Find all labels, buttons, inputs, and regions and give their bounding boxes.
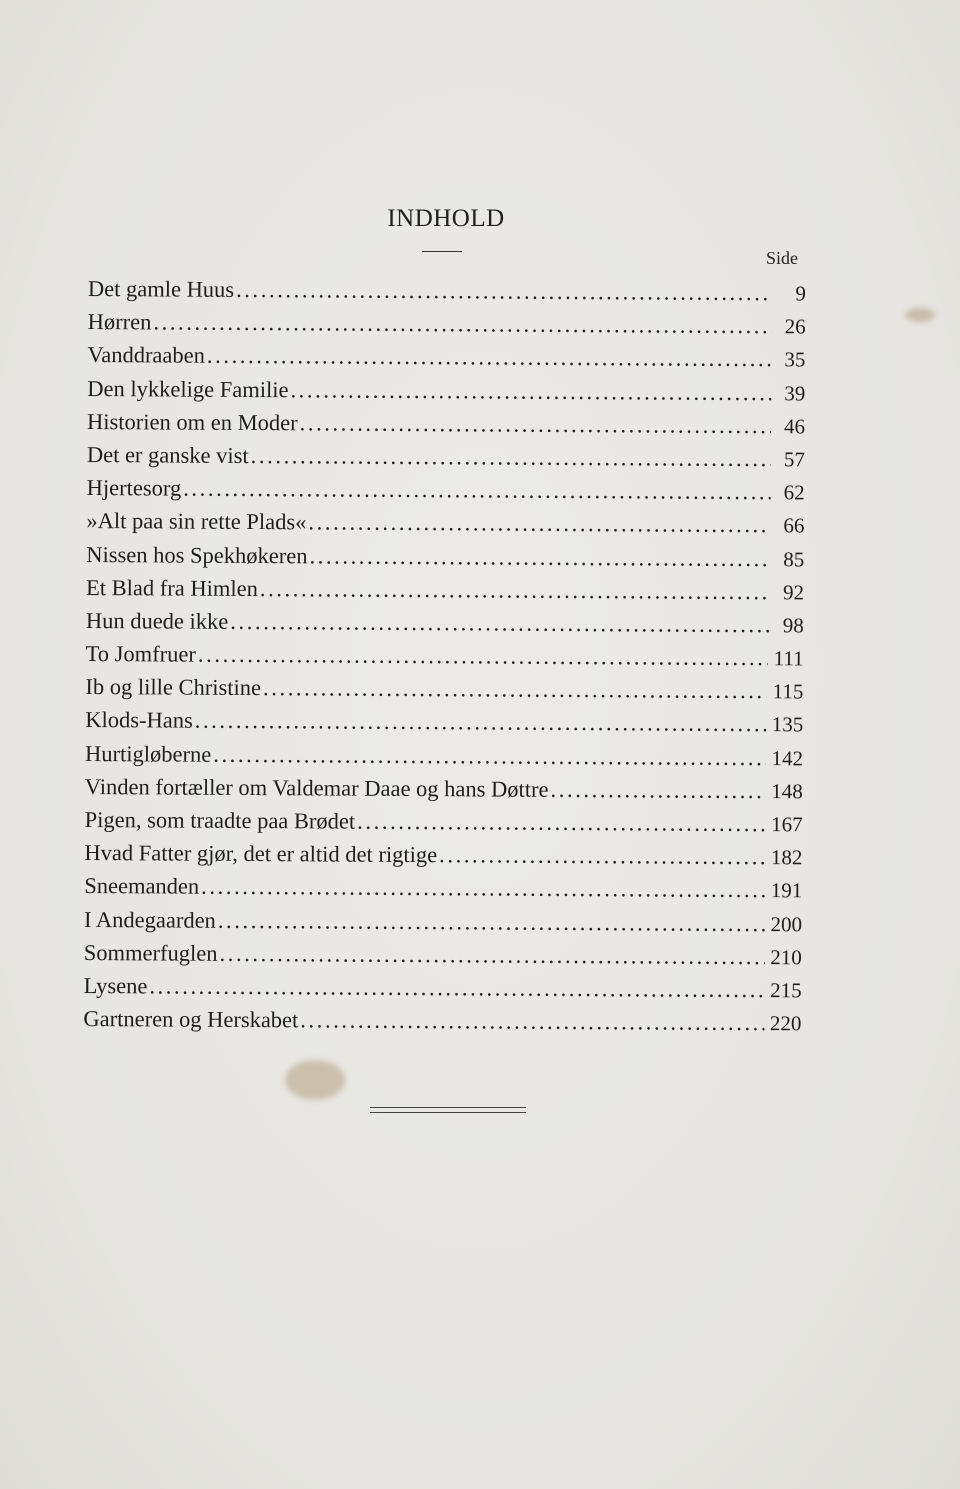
toc-entry bbox=[85, 803, 803, 841]
dot-leader bbox=[236, 273, 772, 309]
entry-page-number: 210 bbox=[770, 944, 802, 970]
entry-page-number: 111 bbox=[773, 646, 804, 671]
dot-leader bbox=[263, 671, 767, 707]
entry-page-number: 220 bbox=[769, 1011, 802, 1036]
entry-title: Et Blad fra Himlen bbox=[85, 574, 258, 601]
dot-leader bbox=[213, 737, 765, 774]
entry-page-number: 135 bbox=[771, 712, 804, 737]
toc-entry bbox=[86, 604, 804, 642]
toc-entry bbox=[84, 936, 802, 974]
double-rule-top bbox=[370, 1107, 526, 1108]
dot-leader bbox=[300, 1003, 764, 1039]
entry-title: Historien om en Moder bbox=[87, 408, 298, 436]
contents-heading: INDHOLD bbox=[387, 205, 505, 232]
entry-title: Nissen hos Spekhøkeren bbox=[86, 541, 308, 568]
table-of-contents bbox=[83, 272, 806, 1040]
dot-leader bbox=[439, 838, 765, 873]
entry-title: Klods-Hans bbox=[85, 707, 193, 734]
entry-page-number: 66 bbox=[783, 513, 805, 538]
dot-leader bbox=[308, 506, 770, 542]
dot-leader bbox=[195, 704, 766, 741]
entry-title: Ib og lille Christine bbox=[85, 674, 262, 701]
toc-entry bbox=[85, 670, 803, 708]
entry-title: Sneemanden bbox=[84, 873, 200, 900]
dot-leader bbox=[218, 903, 765, 940]
toc-entry bbox=[85, 737, 803, 775]
entry-title: I Andegaarden bbox=[83, 906, 216, 933]
entry-title: Vanddraaben bbox=[87, 342, 206, 369]
entry-page-number: 46 bbox=[783, 414, 806, 439]
entry-title: Sommerfuglen bbox=[83, 939, 218, 966]
dot-leader bbox=[357, 805, 765, 841]
dot-leader bbox=[149, 969, 764, 1006]
dot-leader bbox=[290, 373, 771, 409]
toc-entry bbox=[83, 1002, 801, 1040]
toc-entry bbox=[88, 305, 806, 343]
dot-leader bbox=[260, 572, 770, 608]
toc-entry bbox=[87, 438, 805, 476]
entry-page-number: 142 bbox=[771, 745, 804, 771]
toc-entry bbox=[84, 836, 802, 874]
entry-title: To Jomfruer bbox=[85, 641, 197, 667]
entry-page-number: 148 bbox=[771, 778, 803, 804]
entry-title: Hørren bbox=[87, 309, 152, 335]
dot-leader bbox=[201, 870, 765, 907]
toc-entry bbox=[84, 969, 802, 1007]
dot-leader bbox=[183, 472, 771, 509]
entry-title: Gartneren og Herskabet bbox=[83, 1006, 299, 1033]
toc-entry bbox=[84, 903, 802, 941]
entry-page-number: 215 bbox=[770, 978, 802, 1003]
entry-title: Det er ganske vist bbox=[86, 441, 249, 468]
entry-title: Lysene bbox=[83, 972, 148, 999]
entry-page-number: 182 bbox=[770, 845, 803, 870]
dot-leader bbox=[251, 439, 771, 475]
dot-leader bbox=[550, 773, 765, 808]
toc-entry bbox=[84, 869, 802, 907]
toc-entry bbox=[86, 537, 804, 575]
toc-entry bbox=[87, 405, 805, 443]
page-stain bbox=[285, 1060, 345, 1100]
dot-leader bbox=[230, 605, 770, 641]
entry-title: Den lykkelige Familie bbox=[87, 375, 289, 402]
toc-entry bbox=[86, 571, 804, 609]
dot-leader bbox=[219, 937, 764, 974]
page-stain bbox=[905, 308, 935, 322]
double-rule-bottom bbox=[370, 1112, 526, 1113]
entry-page-number: 9 bbox=[795, 281, 806, 306]
entry-page-number: 26 bbox=[784, 314, 806, 339]
toc-entry bbox=[87, 338, 805, 376]
toc-entry bbox=[87, 372, 805, 410]
heading-divider bbox=[422, 251, 462, 252]
entry-title: Det gamle Huus bbox=[87, 275, 235, 302]
entry-title: Hvad Fatter gjør, det er altid det rigtige bbox=[84, 840, 438, 868]
toc-entry bbox=[85, 770, 803, 808]
entry-page-number: 98 bbox=[782, 613, 804, 638]
entry-title: Pigen, som traadte paa Brødet bbox=[84, 806, 356, 834]
entry-title: Vinden fortæller om Valdemar Daae og hans Døttre bbox=[84, 773, 549, 802]
toc-entry bbox=[87, 471, 805, 509]
entry-page-number: 57 bbox=[783, 447, 805, 472]
toc-entry bbox=[86, 504, 804, 542]
entry-page-number: 62 bbox=[783, 480, 805, 505]
toc-entry bbox=[85, 703, 803, 741]
entry-title: Hjertesorg bbox=[86, 475, 182, 501]
page-column-label: Side bbox=[766, 248, 799, 268]
entry-page-number: 39 bbox=[784, 380, 806, 405]
entry-page-number: 92 bbox=[782, 579, 805, 605]
toc-entry bbox=[86, 637, 804, 675]
entry-title: Hun duede ikke bbox=[85, 607, 229, 634]
entry-page-number: 200 bbox=[770, 911, 803, 936]
entry-page-number: 115 bbox=[772, 679, 804, 704]
dot-leader bbox=[198, 638, 768, 675]
entry-page-number: 35 bbox=[784, 347, 806, 372]
entry-title: Hurtigløberne bbox=[84, 740, 212, 767]
entry-page-number: 191 bbox=[770, 878, 803, 903]
dot-leader bbox=[300, 406, 772, 442]
dot-leader bbox=[153, 306, 771, 343]
entry-page-number: 85 bbox=[783, 546, 805, 571]
entry-title: »Alt paa sin rette Plads« bbox=[86, 508, 307, 535]
toc-entry bbox=[88, 272, 806, 310]
dot-leader bbox=[309, 539, 770, 575]
entry-page-number: 167 bbox=[771, 812, 803, 837]
dot-leader bbox=[207, 339, 772, 376]
